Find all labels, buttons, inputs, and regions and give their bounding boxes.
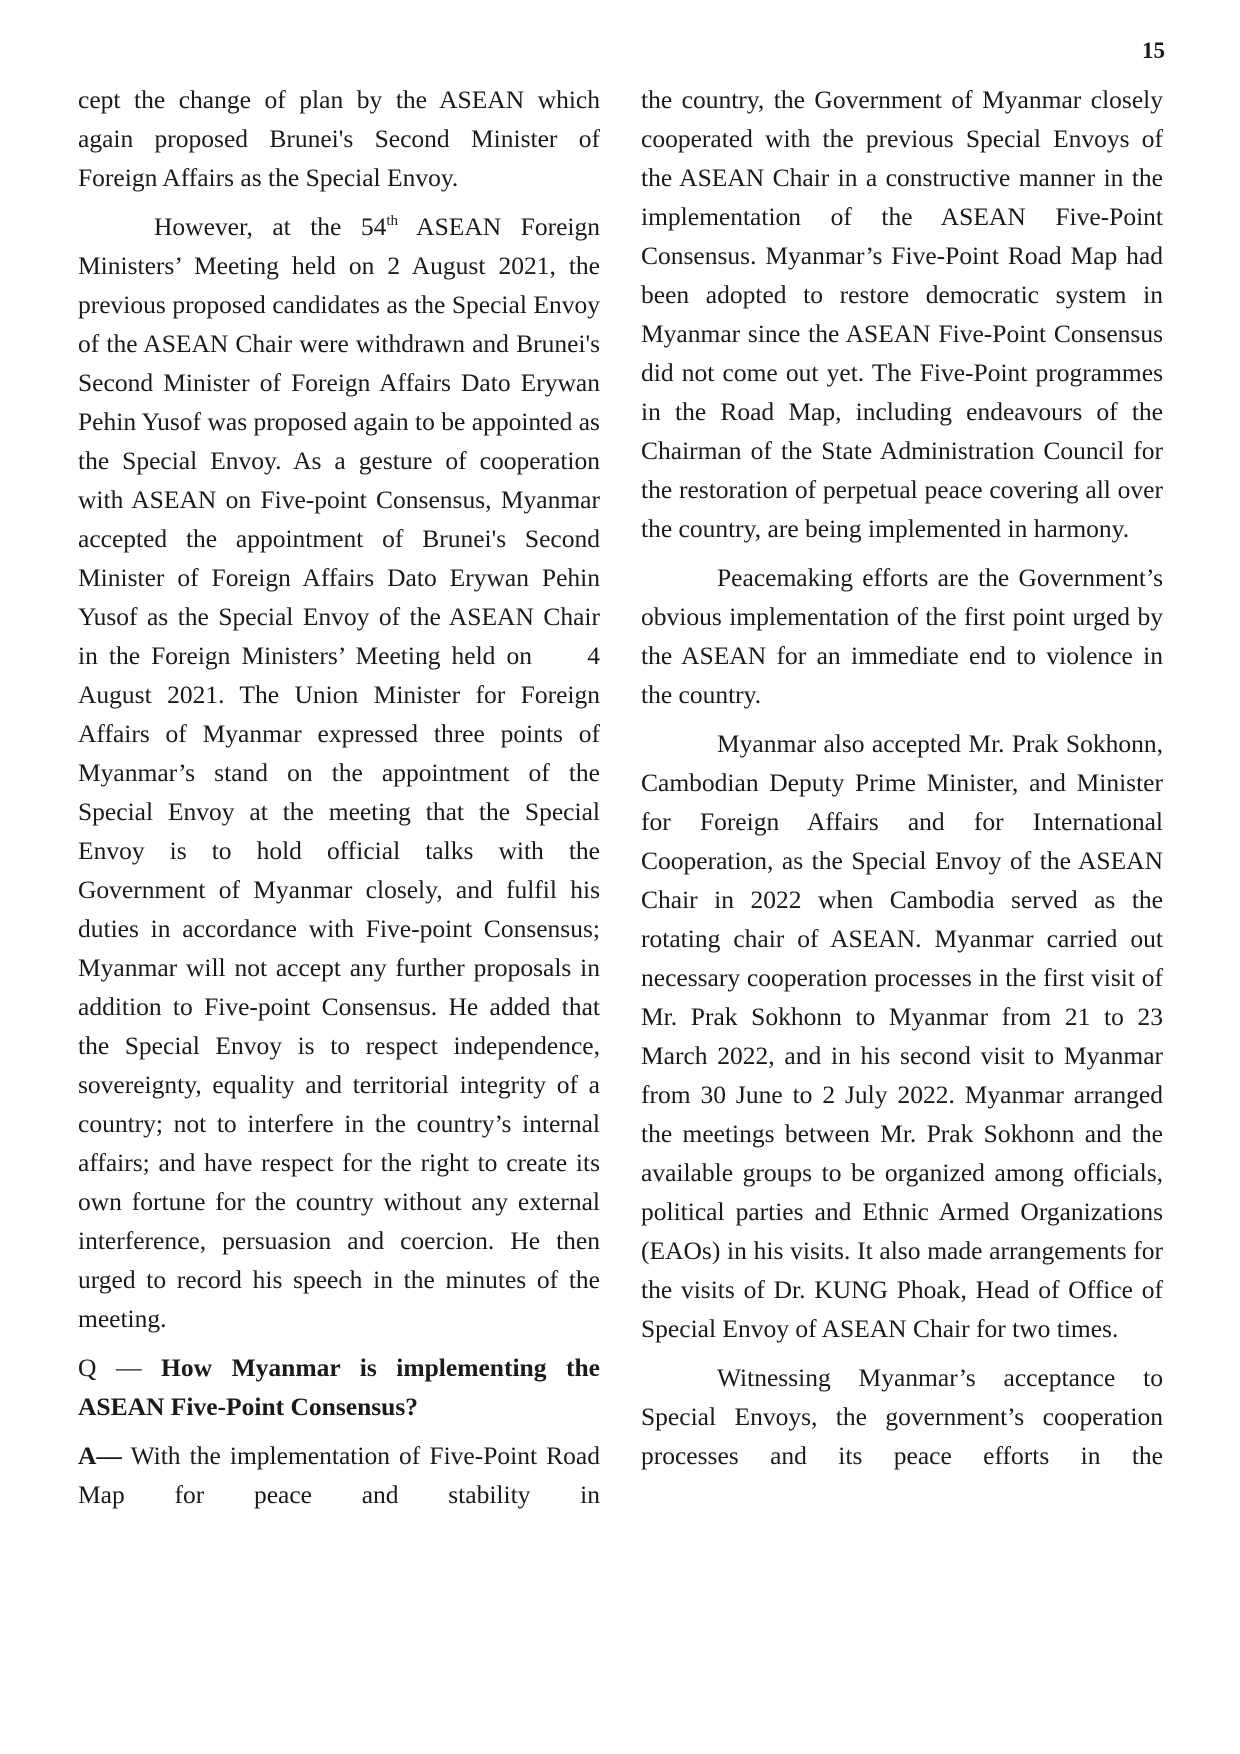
left-paragraph-2 (78, 207, 600, 1338)
paragraph-2-body: ASEAN Foreign Ministers’ Meeting held on 2 August 2021, the previous proposed candidates as the Special Envoy of the ASEAN Chair were withdrawn and Brunei's Second Minister of Foreign Affairs Dato Erywan Pehin Yusof was proposed again to be appointed as the Special Envoy. As a gesture of cooperation with ASEAN on Five-point Consensus, Myanmar accepted the appointment of Brunei's Second Minister of Foreign Affairs Dato Erywan Pehin Yusof as the Special Envoy of the ASEAN Chair in the Foreign Ministers’ Meeting held on 4 August 2021. The Union Minister for Foreign Affairs of Myanmar expressed three points of Myanmar’s stand on the appointment of the Special Envoy at the meeting that the Special Envoy is to hold official talks with the Government of Myanmar closely, and fulfil his duties in accordance with Five-point Consensus; Myanmar will not accept any further proposals in addition to Five-point Consensus. He added that the Special Envoy is to respect independence, sovereignty, equality and territorial integrity of a country; not to interfere in the country’s internal affairs; and have respect for the right to create its own fortune for the country without any external interference, persuasion and coercion. He then urged to record his speech in the minutes of the meeting. (78, 212, 600, 1333)
answer-paragraph (78, 1436, 600, 1514)
page-number: 15 (1142, 38, 1165, 63)
left-paragraph-1: cept the change of plan by the ASEAN which again proposed Brunei's Second Minister of Foreign Affairs as the Special Envoy. (78, 85, 600, 192)
answer-label: A— (78, 1441, 122, 1470)
right-paragraph-2: Peacemaking efforts are the Government’s obvious implementation of the first point urged by the ASEAN for an immediate end to violence in the country. (641, 563, 1163, 709)
answer-text: With the implementation of Five-Point Road Map for peace and stability in (78, 1441, 600, 1509)
question-text: How Myanmar is implementing the ASEAN Five-Point Consensus? (78, 1353, 600, 1421)
right-column (641, 80, 1163, 1475)
right-paragraph-4: Witnessing Myanmar’s acceptance to Special Envoys, the government’s cooperation processes and its peace efforts in the (641, 1363, 1163, 1470)
paragraph-2-start: However, at the 54 (154, 212, 387, 241)
left-column (78, 80, 600, 1514)
question-paragraph (78, 1348, 600, 1426)
right-paragraph-3: Myanmar also accepted Mr. Prak Sokhonn, Cambodian Deputy Prime Minister, and Minister for Foreign Affairs and for International Cooperation, as the Special Envoy of the ASEAN Chair in 2022 when Cambodia served as the rotating chair of ASEAN. Myanmar carried out necessary cooperation processes in the first visit of Mr. Prak Sokhonn to Myanmar from 21 to 23 March 2022, and in his second visit to Myanmar from 30 June to 2 July 2022. Myanmar arranged the meetings between Mr. Prak Sokhonn and the available groups to be organized among officials, political parties and Ethnic Armed Organizations (EAOs) in his visits. It also made arrangements for the visits of Dr. KUNG Phoak, Head of Office of Special Envoy of ASEAN Chair for two times. (641, 729, 1163, 1343)
ordinal-superscript: th (386, 213, 399, 229)
right-paragraph-1: the country, the Government of Myanmar closely cooperated with the previous Special Envoys of the ASEAN Chair in a constructive manner in the implementation of the ASEAN Five-Point Consensus. Myanmar’s Five-Point Road Map had been adopted to restore democratic system in Myanmar since the ASEAN Five-Point Consensus did not come out yet. The Five-Point programmes in the Road Map, including endeavours of the Chairman of the State Administration Council for the restoration of perpetual peace covering all over the country, are being implemented in harmony. (641, 85, 1163, 543)
question-label: Q — (78, 1353, 162, 1382)
